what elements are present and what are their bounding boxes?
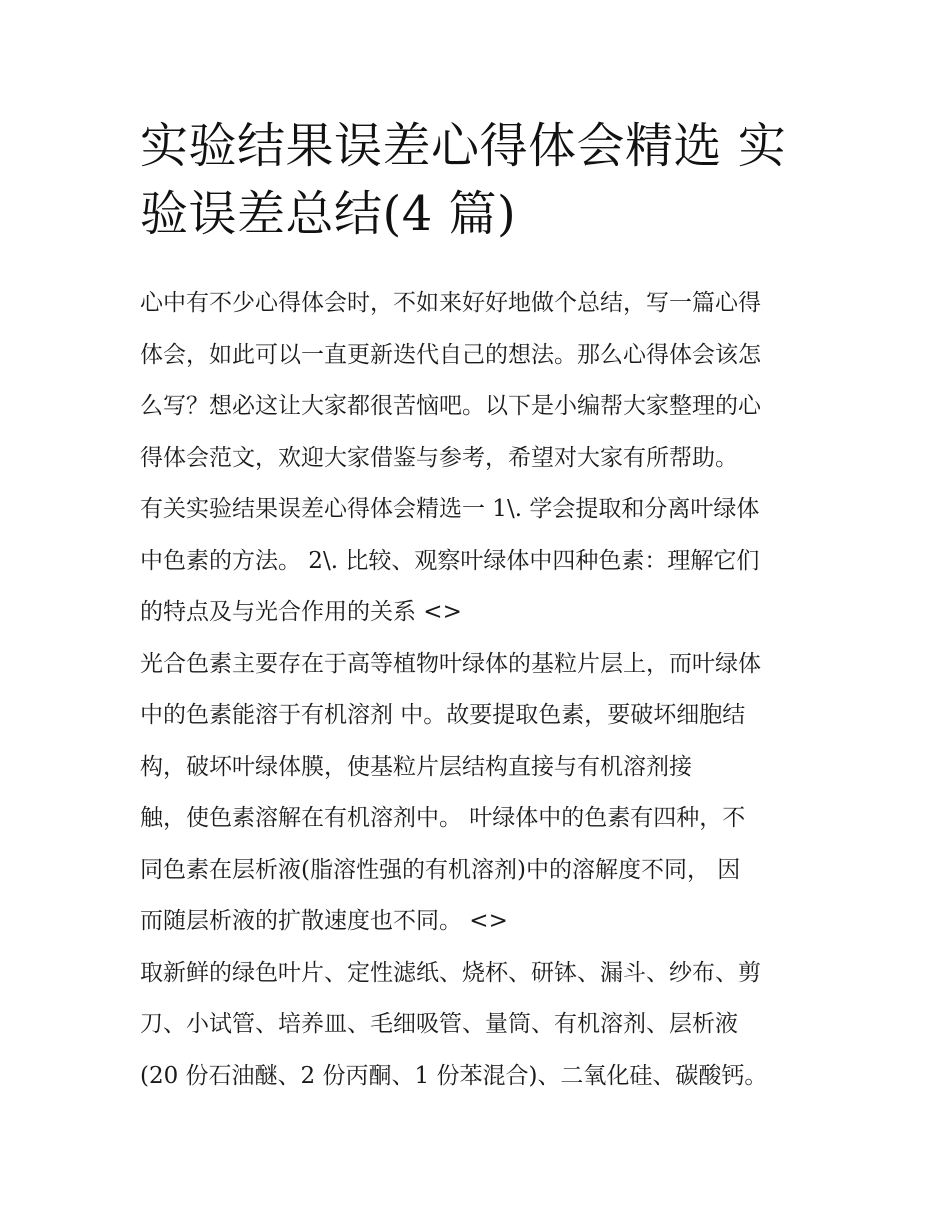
body-line: 中色素的方法。 2\. 比较、观察叶绿体中四种色素：理解它们 [140,547,760,574]
body-line: 得体会范文，欢迎大家借鉴与参考，希望对大家有所帮助。 [140,444,738,471]
body-line: 构，破坏叶绿体膜，使基粒片层结构直接与有机溶剂接 [140,753,692,780]
title-line: 实验结果误差心得体会精选 实 [140,118,787,174]
body-line: 的特点及与光合作用的关系 <> [140,599,462,625]
body-line: 么写？想必这让大家都很苦恼吧。以下是小编帮大家整理的心 [140,393,761,419]
body-line: 心中有不少心得体会时，不如来好好地做个总结，写一篇心得 [140,290,761,316]
title-line: 验误差总结(4 篇) [140,186,517,242]
body-line: 刀、小试管、培养皿、毛细吸管、量筒、有机溶剂、层析液 [140,1011,738,1037]
body-line: 同色素在层析液(脂溶性强的有机溶剂)中的溶解度不同， 因 [140,856,741,883]
body-line: 光合色素主要存在于高等植物叶绿体的基粒片层上，而叶绿体 [140,650,761,677]
body-line: 体会，如此可以一直更新迭代自己的想法。那么心得体会该怎 [140,341,761,368]
document-body [140,278,815,1102]
body-line: 有关实验结果误差心得体会精选一 1\. 学会提取和分离叶绿体 [140,496,760,522]
body-line: 而随层析液的扩散速度也不同。 <> [140,908,508,934]
body-line: 取新鲜的绿色叶片、定性滤纸、烧杯、研钵、漏斗、纱布、剪 [140,959,761,986]
document-page [140,112,815,1102]
body-line: 触，使色素溶解在有机溶剂中。 叶绿体中的色素有四种，不 [140,805,746,831]
body-line: 中的色素能溶于有机溶剂 中。故要提取色素，要破坏细胞结 [140,702,746,728]
body-line: (20 份石油醚、2 份丙酮、1 份苯混合)、二氧化硅、碳酸钙。 [140,1062,768,1089]
document-title [140,112,815,248]
